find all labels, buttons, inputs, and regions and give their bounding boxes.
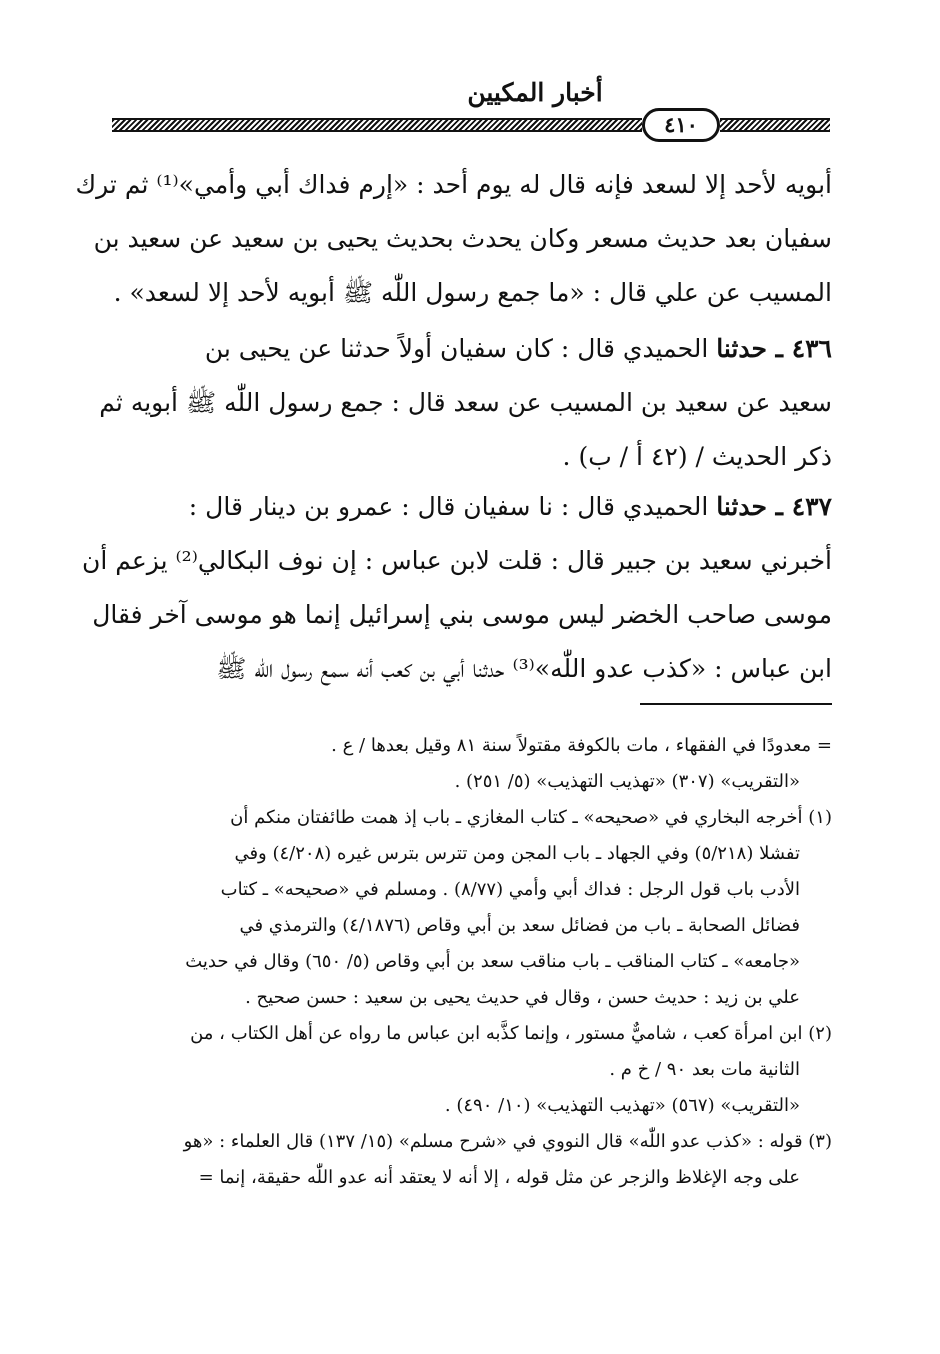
footnote-line: (٢) ابن امرأة كعب ، شاميٌّ مستور ، وإنما كذَّبه ابن عباس ما رواه عن أهل الكتاب ، من — [190, 1023, 832, 1044]
footnote-line: «جامعه» ـ كتاب المناقب ـ باب مناقب سعد بن أبي وقاص (٥/ ٦٥٠) وقال في حديث — [185, 951, 800, 972]
hadith-436 — [99, 322, 832, 484]
text-line — [110, 480, 832, 534]
footnotes — [110, 728, 832, 1196]
footnote-separator — [640, 703, 832, 705]
footnote-line: على وجه الإغلاظ والزجر عن مثل قوله ، إلا أنه لا يعتقد أنه عدو اللّٰه حقيقة، إنما = — [198, 1167, 800, 1188]
text-line: أخبرني سعيد بن جبير قال : قلت لابن عباس : إن نوف البكالي⁽²⁾ يزعم أن — [82, 546, 832, 575]
hadith-number: ٤٣٦ ـ حدثنا — [716, 334, 832, 363]
hadith-number: ٤٣٧ ـ حدثنا — [716, 492, 832, 521]
text-line: المسيب عن علي قال : «ما جمع رسول اللّٰه ﷺ أبويه لأحد إلا لسعد» . — [113, 278, 832, 307]
text-line: سعيد عن سعيد بن المسيب عن سعد قال : جمع رسول اللّٰه ﷺ أبويه ثم — [99, 388, 832, 417]
text-line: ابن عباس : «كذب عدو اللّٰه»⁽³⁾ حدثنا أبي بن كعب أنه سمع رسول اللّٰه ﷺ — [216, 654, 832, 683]
page-number: ٤١٠ — [642, 108, 720, 142]
header-rule-right — [720, 118, 830, 132]
text-line: موسى صاحب الخضر ليس موسى بني إسرائيل إنما هو موسى آخر فقال — [92, 600, 832, 629]
header-rule-left — [112, 118, 642, 132]
footnote-line: (٣) قوله : «كذب عدو اللّٰه» قال النووي في «شرح مسلم» (١٥/ ١٣٧) قال العلماء : «هو — [183, 1131, 832, 1152]
text-line: أبويه لأحد إلا لسعد فإنه قال له يوم أحد : «إرم فداك أبي وأمي»⁽¹⁾ ثم ترك — [75, 170, 832, 199]
footnote-line: تفشلا (٥/٢١٨) وفي الجهاد ـ باب المجن ومن تترس بترس غيره (٤/٢٠٨) وفي — [234, 843, 800, 864]
text-line: ذكر الحديث / (٤٢ أ / ب) . — [562, 442, 832, 471]
footnote-line: علي بن زيد : حديث حسن ، وقال في حديث يحيى بن سعيد : حسن صحيح . — [245, 987, 800, 1008]
footnote-line: «التقريب» (٥٦٧) «تهذيب التهذيب» (١٠/ ٤٩٠) . — [444, 1095, 800, 1116]
text-line: سفيان بعد حديث مسعر وكان يحدث بحديث يحيى بن سعيد عن سعيد بن — [93, 224, 832, 253]
running-header-title: أخبار المكيين — [467, 78, 603, 107]
footnote-line: = معدودًا في الفقهاء ، مات بالكوفة مقتولاً سنة ٨١ وقيل بعدها / ع . — [331, 735, 832, 756]
footnote-line: فضائل الصحابة ـ باب من فضائل سعد بن أبي وقاص (٤/١٨٧٦) والترمذي في — [239, 915, 800, 936]
paragraph-1 — [75, 158, 832, 320]
footnote-line: الثانية مات بعد ٩٠ / خ م . — [609, 1059, 800, 1080]
text-line-rest: الحميدي قال : كان سفيان أولاً حدثنا عن يحيى بن — [204, 334, 717, 363]
footnote-line: «التقريب» (٣٠٧) «تهذيب التهذيب» (٥/ ٢٥١) . — [454, 771, 800, 792]
text-line — [110, 322, 832, 376]
hadith-437 — [82, 480, 832, 696]
footnote-line: (١) أخرجه البخاري في «صحيحه» ـ كتاب المغازي ـ باب إذ همت طائفتان منكم أن — [230, 807, 832, 828]
text-line-rest: الحميدي قال : نا سفيان قال : عمرو بن دينار قال : — [188, 492, 717, 521]
footnote-line: الأدب باب قول الرجل : فداك أبي وأمي (٨/٧٧) . ومسلم في «صحيحه» ـ كتاب — [220, 879, 800, 900]
